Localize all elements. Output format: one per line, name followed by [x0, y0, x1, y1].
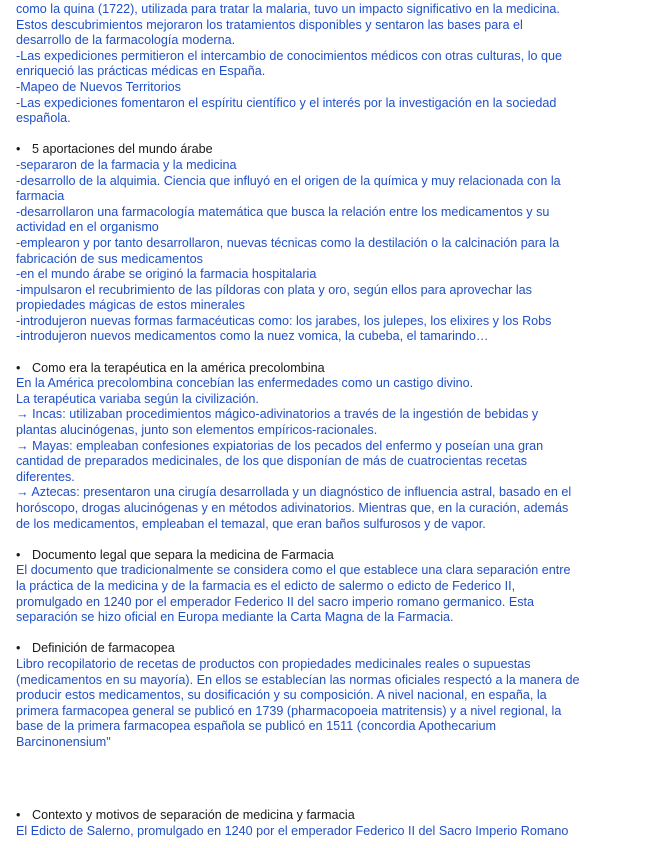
- heading-text: 5 aportaciones del mundo árabe: [32, 142, 213, 157]
- legal-line: separación se hizo oficial en Europa mediante la Carta Magna de la Farmacia.: [16, 610, 454, 625]
- section-gap: [16, 626, 640, 642]
- intro-line: enriqueció las prácticas médicas en España.: [16, 64, 266, 79]
- arab-line: -en el mundo árabe se originó la farmacia hospitalaria: [16, 267, 317, 282]
- legal-section: [16, 548, 640, 626]
- context-heading: [16, 808, 640, 824]
- intro-line: -Las expediciones permitieron el intercambio de conocimientos médicos con otras culturas, lo que: [16, 48, 563, 63]
- precolumbian-line: → Mayas: empleaban confesiones expiatorias de los pecados del enfermo y poseían una gran: [16, 438, 544, 453]
- bullet-icon: •: [16, 808, 21, 822]
- heading-text: Como era la terapéutica en la américa precolombina: [32, 360, 325, 375]
- arab-line: fabricación de sus medicamentos: [16, 251, 203, 266]
- arab-line: -desarrollo de la alquimia. Ciencia que influyó en el origen de la química y muy relacionada con la: [16, 173, 561, 188]
- legal-line: la práctica de la medicina y de la farmacia es el edicto de salermo o edicto de Federico II,: [16, 578, 516, 593]
- pharmacopoeia-heading: [16, 641, 640, 657]
- precolumbian-line: plantas alucinógenas, junto son elementos empíricos-racionales.: [16, 423, 378, 438]
- heading-text: Contexto y motivos de separación de medicina y farmacia: [32, 808, 355, 822]
- document-body-top: [16, 2, 640, 751]
- precolumbian-line: En la América precolombina concebían las enfermedades como un castigo divino.: [16, 376, 474, 391]
- precolumbian-line: cantidad de preparados medicinales, de los que disponían de más de cuatrocientas recetas: [16, 454, 528, 469]
- bullet-icon: •: [16, 142, 21, 157]
- bullet-icon: •: [16, 360, 21, 375]
- pharmacopoeia-line: base de la primera farmacopea española se publicó en 1511 (concordia Apothecarium: [16, 719, 497, 734]
- section-gap: [16, 127, 640, 143]
- arab-line: -desarrollaron una farmacología matemática que busca la relación entre los medicamentos y su: [16, 204, 550, 219]
- precolumbian-line: → Incas: utilizaban procedimientos mágico-adivinatorios a través de la ingestión de bebidas y: [16, 407, 539, 422]
- arab-line: -introdujeron nuevos medicamentos como la nuez vomica, la cubeba, el tamarindo…: [16, 329, 489, 344]
- legal-line: promulgado en 1240 por el emperador Federico II del sacro imperio romano germanico. Esta: [16, 594, 535, 609]
- arab-line: propiedades mágicas de estos minerales: [16, 298, 245, 313]
- pharmacopoeia-line: Barcinonensium": [16, 734, 111, 749]
- bullet-icon: •: [16, 641, 21, 656]
- intro-line: española.: [16, 111, 71, 126]
- intro-section: [16, 2, 640, 127]
- precolumbian-section: [16, 361, 640, 533]
- precolumbian-heading: [16, 361, 640, 377]
- arab-heading: [16, 142, 640, 158]
- legal-line: El documento que tradicionalmente se considera como el que establece una clara separación entre: [16, 563, 571, 578]
- intro-line: -Las expediciones fomentaron el espíritu científico y el interés por la investigación en la sociedad: [16, 95, 557, 110]
- precolumbian-line: → Aztecas: presentaron una cirugía desarrollada y un diagnóstico de influencia astral, basado en el: [16, 485, 572, 500]
- legal-heading: [16, 548, 640, 564]
- pharmacopoeia-line: primera farmacopea general se publicó en 1739 (pharmacopoeia matritensis) y a nivel regional, la: [16, 703, 562, 718]
- pharmacopoeia-line: (medicamentos en su mayoría). En ellos se establecían las normas oficiales respectó a la manera de: [16, 672, 580, 687]
- bullet-icon: •: [16, 547, 21, 562]
- precolumbian-line: de los medicamentos, empleaban el temazal, que eran baños sulfurosos y de vapor.: [16, 516, 486, 531]
- arab-line: -impulsaron el recubrimiento de las píldoras con plata y oro, según ellos para aprovechar las: [16, 282, 532, 297]
- pharmacopoeia-line: Libro recopilatorio de recetas de productos con propiedades medicinales reales o supuestas: [16, 656, 531, 671]
- intro-line: como la quina (1722), utilizada para tratar la malaria, tuvo un impacto significativo en la medicina.: [16, 2, 560, 16]
- arab-line: farmacia: [16, 189, 65, 204]
- arab-line: -separaron de la farmacia y la medicina: [16, 157, 237, 172]
- precolumbian-line: La terapéutica variaba según la civilización.: [16, 391, 259, 406]
- document-body-bottom: [16, 808, 640, 839]
- arab-line: -introdujeron nuevas formas farmacéuticas como: los jarabes, los julepes, los elixires y los Robs: [16, 313, 552, 328]
- section-gap: [16, 345, 640, 361]
- intro-line: desarrollo de la farmacología moderna.: [16, 33, 236, 48]
- intro-line: -Mapeo de Nuevos Territorios: [16, 79, 181, 94]
- heading-text: Documento legal que separa la medicina de Farmacia: [32, 547, 334, 562]
- precolumbian-line: diferentes.: [16, 469, 75, 484]
- arab-line: actividad en el organismo: [16, 220, 159, 235]
- precolumbian-line: horóscopo, drogas alucinógenas y en métodos adivinatorios. Mientras que, en la curación, además: [16, 501, 569, 515]
- pharmacopoeia-section: [16, 641, 640, 750]
- intro-line: Estos descubrimientos mejoraron los tratamientos disponibles y sentaron las bases para el: [16, 17, 523, 32]
- heading-text: Definición de farmacopea: [32, 641, 175, 656]
- context-line: El Edicto de Salerno, promulgado en 1240 por el emperador Federico II del Sacro Imperio Romano: [16, 823, 569, 838]
- arab-section: [16, 142, 640, 345]
- section-gap: [16, 532, 640, 548]
- arab-line: -emplearon y por tanto desarrollaron, nuevas técnicas como la destilación o la calcinación para la: [16, 235, 560, 250]
- context-section: [16, 808, 640, 839]
- pharmacopoeia-line: producir estos medicamentos, su dosificación y su composición. A nivel nacional, en españa, la: [16, 688, 547, 703]
